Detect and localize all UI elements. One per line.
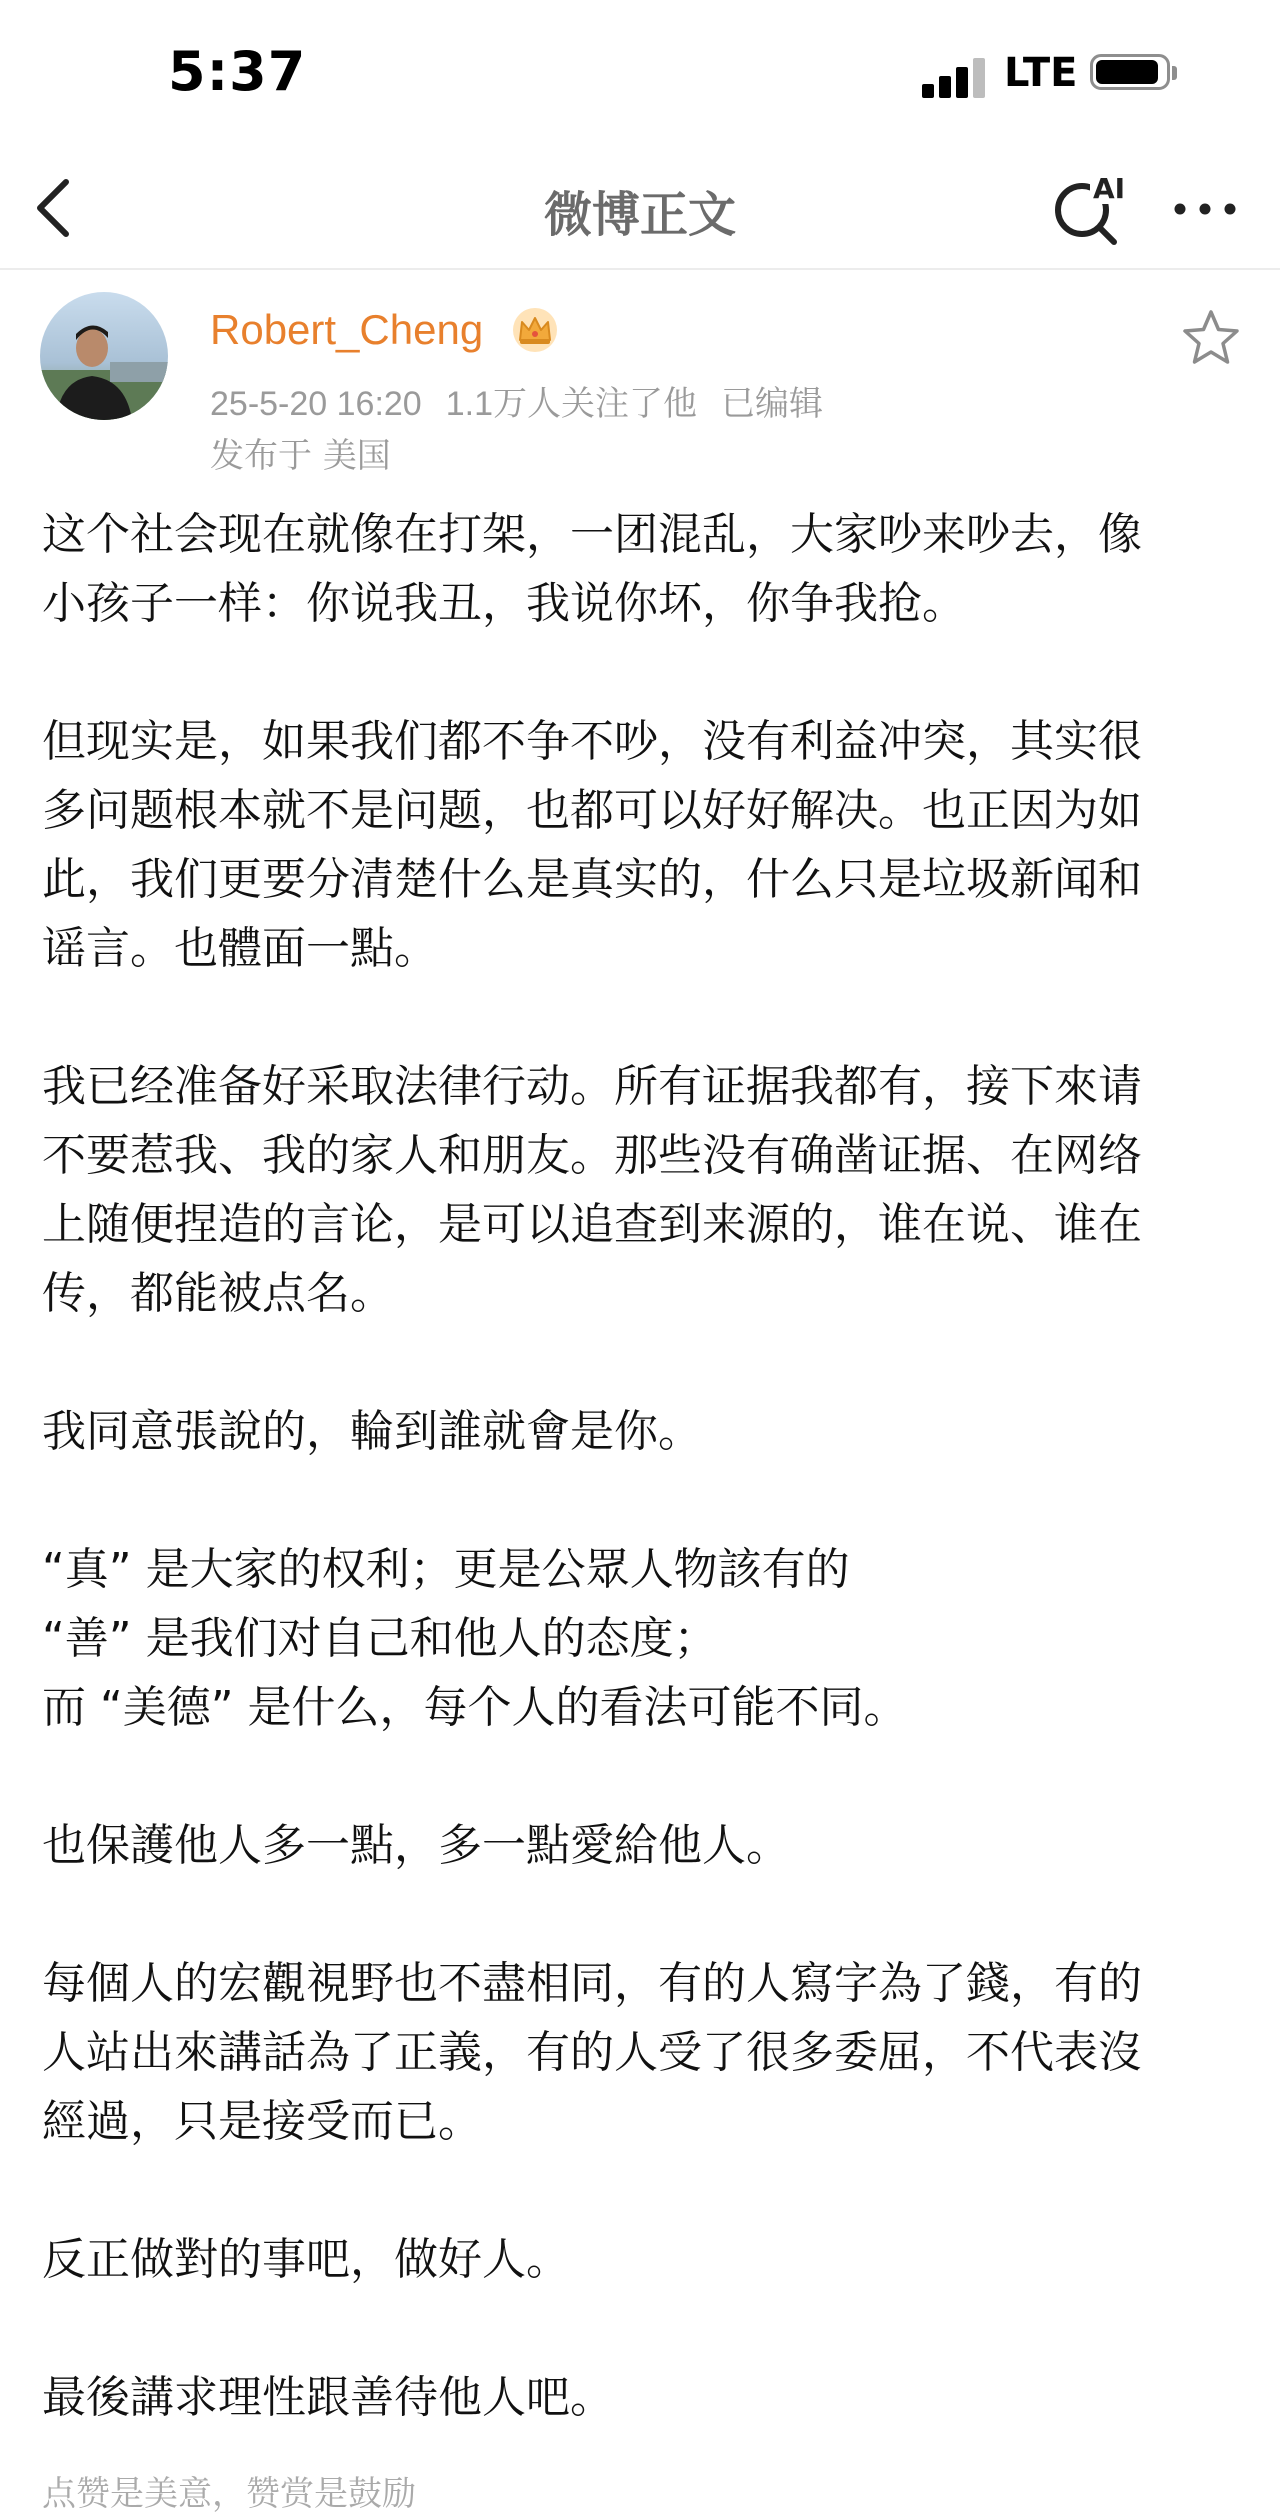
ai-badge-text: AI bbox=[1093, 172, 1126, 205]
post-line: 小孩子一样：你说我丑，我说你坏，你争我抢。 bbox=[42, 578, 966, 629]
network-label: LTE bbox=[1004, 50, 1078, 96]
status-time: 5:37 bbox=[168, 40, 307, 103]
author-name[interactable]: Robert_Cheng bbox=[210, 306, 484, 353]
edited-label: 已编辑 bbox=[721, 385, 823, 423]
post-line: 我已经准备好采取法律行动。所有证据我都有，接下來请 bbox=[42, 1061, 1142, 1112]
post-paragraph bbox=[42, 500, 1242, 638]
back-chevron-icon[interactable] bbox=[28, 176, 88, 240]
post-line: 此，我们更要分清楚什么是真实的，什么只是垃圾新闻和 bbox=[42, 854, 1142, 905]
location-label: 发布于 bbox=[210, 436, 312, 476]
post-line: 多问题根本就不是问题，也都可以好好解决。也正因为如 bbox=[42, 785, 1142, 836]
post-line: 也保護他人多一點，多一點愛給他人。 bbox=[42, 1820, 790, 1871]
post-paragraph bbox=[42, 2363, 1242, 2432]
post-line: 这个社会现在就像在打架，一团混乱，大家吵来吵去，像 bbox=[42, 509, 1142, 560]
nav-bar bbox=[0, 150, 1280, 270]
battery-icon bbox=[1090, 54, 1182, 94]
post-line: 人站出來講話為了正義，有的人受了很多委屈，不代表沒 bbox=[42, 2027, 1142, 2078]
post-paragraph bbox=[42, 1949, 1242, 2156]
post-line: 不要惹我、我的家人和朋友。那些没有确凿证据、在网络 bbox=[42, 1130, 1142, 1181]
post-paragraph bbox=[42, 2225, 1242, 2294]
post-paragraph bbox=[42, 1811, 1242, 1880]
post-paragraph bbox=[42, 707, 1242, 983]
post-line: 上随便捏造的言论，是可以追查到来源的，谁在说、谁在 bbox=[42, 1199, 1142, 1250]
follower-count: 1.1万人关注了他 bbox=[445, 385, 697, 423]
post-line: 每個人的宏觀視野也不盡相同，有的人寫字為了錢，有的 bbox=[42, 1958, 1142, 2009]
cut-off-footer: 点赞是美意，赞赏是鼓励 bbox=[42, 2474, 416, 2514]
post-location bbox=[210, 428, 391, 477]
location-value: 美国 bbox=[322, 436, 391, 476]
post-line: 反正做對的事吧，做好人。 bbox=[42, 2234, 570, 2285]
more-icon[interactable] bbox=[1170, 184, 1240, 234]
post-paragraph bbox=[42, 1535, 1242, 1742]
post-line: 而 “美德” 是什么，每个人的看法可能不同。 bbox=[42, 1682, 908, 1733]
page-title: 微博正文 bbox=[543, 187, 736, 243]
avatar[interactable] bbox=[40, 292, 168, 420]
post-date: 25-5-20 16:20 bbox=[210, 385, 422, 423]
post-line: 传，都能被点名。 bbox=[42, 1268, 394, 1319]
post-line: 但现实是，如果我们都不争不吵，没有利益冲突，其实很 bbox=[42, 716, 1142, 767]
post-line: “善” 是我们对自己和他人的态度； bbox=[42, 1613, 718, 1664]
crown-badge-icon bbox=[510, 306, 560, 354]
post-line: 經過，只是接受而已。 bbox=[42, 2096, 482, 2147]
ai-search-icon[interactable] bbox=[1050, 170, 1130, 248]
post-line: 我同意張說的，輪到誰就會是你。 bbox=[42, 1406, 702, 1457]
signal-bars-icon bbox=[922, 52, 986, 98]
status-bar bbox=[0, 0, 1280, 150]
post-meta bbox=[210, 376, 847, 425]
favorite-star-icon[interactable] bbox=[1180, 308, 1242, 368]
post-line: 谣言。也體面一點。 bbox=[42, 923, 438, 974]
post-line: 最後講求理性跟善待他人吧。 bbox=[42, 2372, 614, 2423]
post-line: “真” 是大家的权利；更是公眾人物該有的 bbox=[42, 1544, 850, 1595]
post-paragraph bbox=[42, 1397, 1242, 1466]
post-body bbox=[42, 500, 1242, 2501]
post-paragraph bbox=[42, 1052, 1242, 1328]
